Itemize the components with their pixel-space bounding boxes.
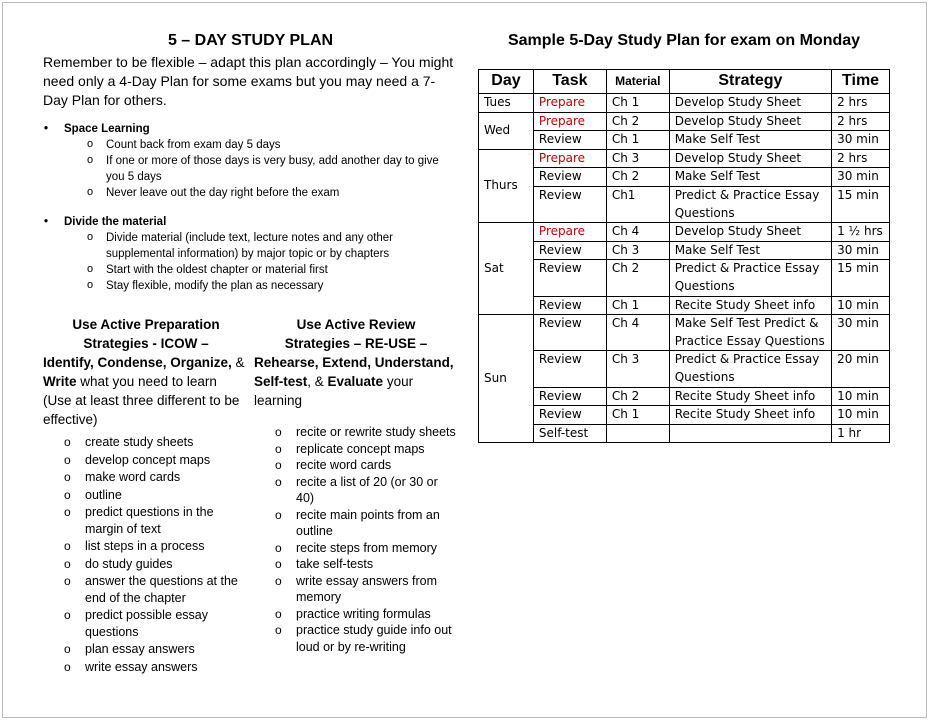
list-item: o plan essay answers <box>64 641 249 658</box>
day-cell: Sat <box>479 223 534 315</box>
page-title: 5 – DAY STUDY PLAN <box>167 32 334 49</box>
sub-list <box>87 137 458 201</box>
table-row <box>479 260 890 296</box>
review-column <box>254 315 458 655</box>
list-item: o recite word cards <box>275 457 458 474</box>
material-cell: Ch 3 <box>606 351 669 387</box>
task-cell: Review <box>533 406 606 425</box>
sub-item: o Divide material (include text, lecture notes and any other supplemental information) by major topic or by chapters <box>87 230 458 262</box>
list-item: o recite main points from an outline <box>275 507 458 540</box>
time-cell: 10 min <box>832 387 890 406</box>
material-cell: Ch 1 <box>606 131 669 150</box>
review-list <box>254 424 458 655</box>
material-cell: Ch 2 <box>606 168 669 187</box>
review-desc: your learning <box>254 374 414 408</box>
day-cell: Tues <box>479 94 534 113</box>
table-row <box>479 351 890 387</box>
table-row <box>479 112 890 131</box>
task-cell: Self-test <box>533 424 606 443</box>
material-cell: Ch 3 <box>606 149 669 168</box>
sub-list <box>87 230 458 294</box>
table-row <box>479 296 890 315</box>
time-cell: 15 min <box>832 260 890 296</box>
time-cell: 1 ½ hrs <box>832 223 890 242</box>
header-time: Time <box>832 70 890 94</box>
list-item: o do study guides <box>64 556 249 573</box>
sub-item: o Never leave out the day right before the exam <box>87 185 458 201</box>
material-cell: Ch 2 <box>606 260 669 296</box>
sub-item: o If one or more of those days is very busy, add another day to give you 5 days <box>87 153 458 185</box>
table-header-row <box>479 70 890 94</box>
heading-line: Rehearse, Extend, Understand, <box>254 355 454 370</box>
time-cell: 30 min <box>832 241 890 260</box>
task-cell: Prepare <box>533 94 606 113</box>
material-cell: Ch 2 <box>606 387 669 406</box>
list-item: o list steps in a process <box>64 538 249 555</box>
material-cell: Ch 1 <box>606 94 669 113</box>
table-row <box>479 94 890 113</box>
material-cell: Ch 1 <box>606 406 669 425</box>
list-item: o predict questions in the margin of text <box>64 504 249 537</box>
list-item: o practice study guide info out loud or by re-writing <box>275 622 458 655</box>
strategy-cell: Recite Study Sheet info <box>669 296 831 315</box>
heading-line: Identify, Condense, Organize, <box>43 355 232 370</box>
table-row <box>479 241 890 260</box>
material-cell: Ch 2 <box>606 112 669 131</box>
sub-item: o Start with the oldest chapter or material first <box>87 262 458 278</box>
day-cell: Thurs <box>479 149 534 222</box>
list-item: o write essay answers <box>64 659 249 676</box>
task-cell: Review <box>533 168 606 187</box>
preparation-column <box>43 315 249 676</box>
task-cell: Review <box>533 131 606 150</box>
heading-line: Strategies – RE-USE – <box>284 336 428 351</box>
strategy-cell: Develop Study Sheet <box>669 94 831 113</box>
list-item: o create study sheets <box>64 434 249 451</box>
task-cell: Review <box>533 387 606 406</box>
strategy-cell <box>669 424 831 443</box>
list-item: o replicate concept maps <box>275 441 458 458</box>
material-cell <box>606 424 669 443</box>
strategy-cell: Make Self Test Predict & Practice Essay Questions <box>669 315 831 351</box>
ampersand: , & <box>307 374 328 389</box>
time-cell: 20 min <box>832 351 890 387</box>
strategy-cell: Develop Study Sheet <box>669 112 831 131</box>
bullet-heading: • Space Learning <box>43 122 458 137</box>
strategy-cell: Develop Study Sheet <box>669 149 831 168</box>
strategy-cell: Predict & Practice Essay Questions <box>669 186 831 222</box>
strategy-cell: Recite Study Sheet info <box>669 406 831 425</box>
table-row <box>479 315 890 351</box>
strategy-cell: Predict & Practice Essay Questions <box>669 260 831 296</box>
list-item: o predict possible essay questions <box>64 607 249 640</box>
material-cell: Ch 4 <box>606 315 669 351</box>
table-title: Sample 5-Day Study Plan for exam on Monday <box>507 32 861 49</box>
task-cell: Review <box>533 351 606 387</box>
material-cell: Ch 1 <box>606 296 669 315</box>
table-row <box>479 406 890 425</box>
task-cell: Review <box>533 315 606 351</box>
strategy-cell: Predict & Practice Essay Questions <box>669 351 831 387</box>
guideline-list <box>43 122 458 294</box>
header-material: Material <box>606 70 669 94</box>
write-keyword: Write <box>43 374 77 389</box>
list-item: o recite steps from memory <box>275 540 458 557</box>
time-cell: 10 min <box>832 406 890 425</box>
time-cell: 30 min <box>832 315 890 351</box>
selftest-keyword: Self-test <box>254 374 308 389</box>
list-item: o recite a list of 20 (or 30 or 40) <box>275 474 458 507</box>
time-cell: 15 min <box>832 186 890 222</box>
intro-paragraph: Remember to be flexible – adapt this plan accordingly – You might need only a 4-Day Plan for some exams but you may need a 7-Day Plan for others. <box>43 54 454 108</box>
list-item: o develop concept maps <box>64 452 249 469</box>
task-cell: Prepare <box>533 112 606 131</box>
table-row <box>479 131 890 150</box>
time-cell: 1 hr <box>832 424 890 443</box>
time-cell: 2 hrs <box>832 149 890 168</box>
header-task: Task <box>533 70 606 94</box>
task-cell: Review <box>533 241 606 260</box>
strategy-cell: Recite Study Sheet info <box>669 387 831 406</box>
task-cell: Prepare <box>533 149 606 168</box>
header-strategy: Strategy <box>669 70 831 94</box>
strategy-cell: Make Self Test <box>669 131 831 150</box>
study-plan-guide <box>43 30 458 294</box>
preparation-list <box>43 434 249 675</box>
strategy-cell: Make Self Test <box>669 241 831 260</box>
study-plan-table <box>478 69 890 443</box>
material-cell: Ch 3 <box>606 241 669 260</box>
list-item: o take self-tests <box>275 556 458 573</box>
table-row <box>479 149 890 168</box>
heading-line: Strategies - ICOW – <box>83 336 209 351</box>
day-cell: Sun <box>479 315 534 443</box>
list-item: o write essay answers from memory <box>275 573 458 606</box>
table-row <box>479 387 890 406</box>
preparation-heading <box>43 315 249 429</box>
table-row <box>479 424 890 443</box>
material-cell: Ch1 <box>606 186 669 222</box>
table-row <box>479 186 890 222</box>
review-heading <box>254 315 458 410</box>
table-row <box>479 168 890 187</box>
header-day: Day <box>479 70 534 94</box>
sub-item: o Stay flexible, modify the plan as necessary <box>87 278 458 294</box>
sample-plan <box>478 30 890 440</box>
bullet-heading: • Divide the material <box>43 215 458 230</box>
time-cell: 2 hrs <box>832 94 890 113</box>
task-cell: Review <box>533 260 606 296</box>
sub-item: o Count back from exam day 5 days <box>87 137 458 153</box>
day-cell: Wed <box>479 112 534 149</box>
task-cell: Review <box>533 296 606 315</box>
time-cell: 10 min <box>832 296 890 315</box>
time-cell: 30 min <box>832 131 890 150</box>
list-item: o recite or rewrite study sheets <box>275 424 458 441</box>
heading-line: Use Active Review <box>296 317 416 332</box>
list-item: o outline <box>64 487 249 504</box>
strategy-cell: Develop Study Sheet <box>669 223 831 242</box>
heading-line: Use Active Preparation <box>72 317 220 332</box>
table-row <box>479 223 890 242</box>
list-item: o practice writing formulas <box>275 606 458 623</box>
material-cell: Ch 4 <box>606 223 669 242</box>
list-item: o answer the questions at the end of the chapter <box>64 573 249 606</box>
time-cell: 2 hrs <box>832 112 890 131</box>
task-cell: Prepare <box>533 223 606 242</box>
evaluate-keyword: Evaluate <box>327 374 384 389</box>
preparation-desc: what you need to learn (Use at least three different to be effective) <box>43 374 240 427</box>
table-body <box>479 94 890 443</box>
list-item: o make word cards <box>64 469 249 486</box>
task-cell: Review <box>533 186 606 222</box>
strategy-columns <box>43 315 458 685</box>
strategy-cell: Make Self Test <box>669 168 831 187</box>
ampersand: & <box>235 355 245 370</box>
time-cell: 30 min <box>832 168 890 187</box>
